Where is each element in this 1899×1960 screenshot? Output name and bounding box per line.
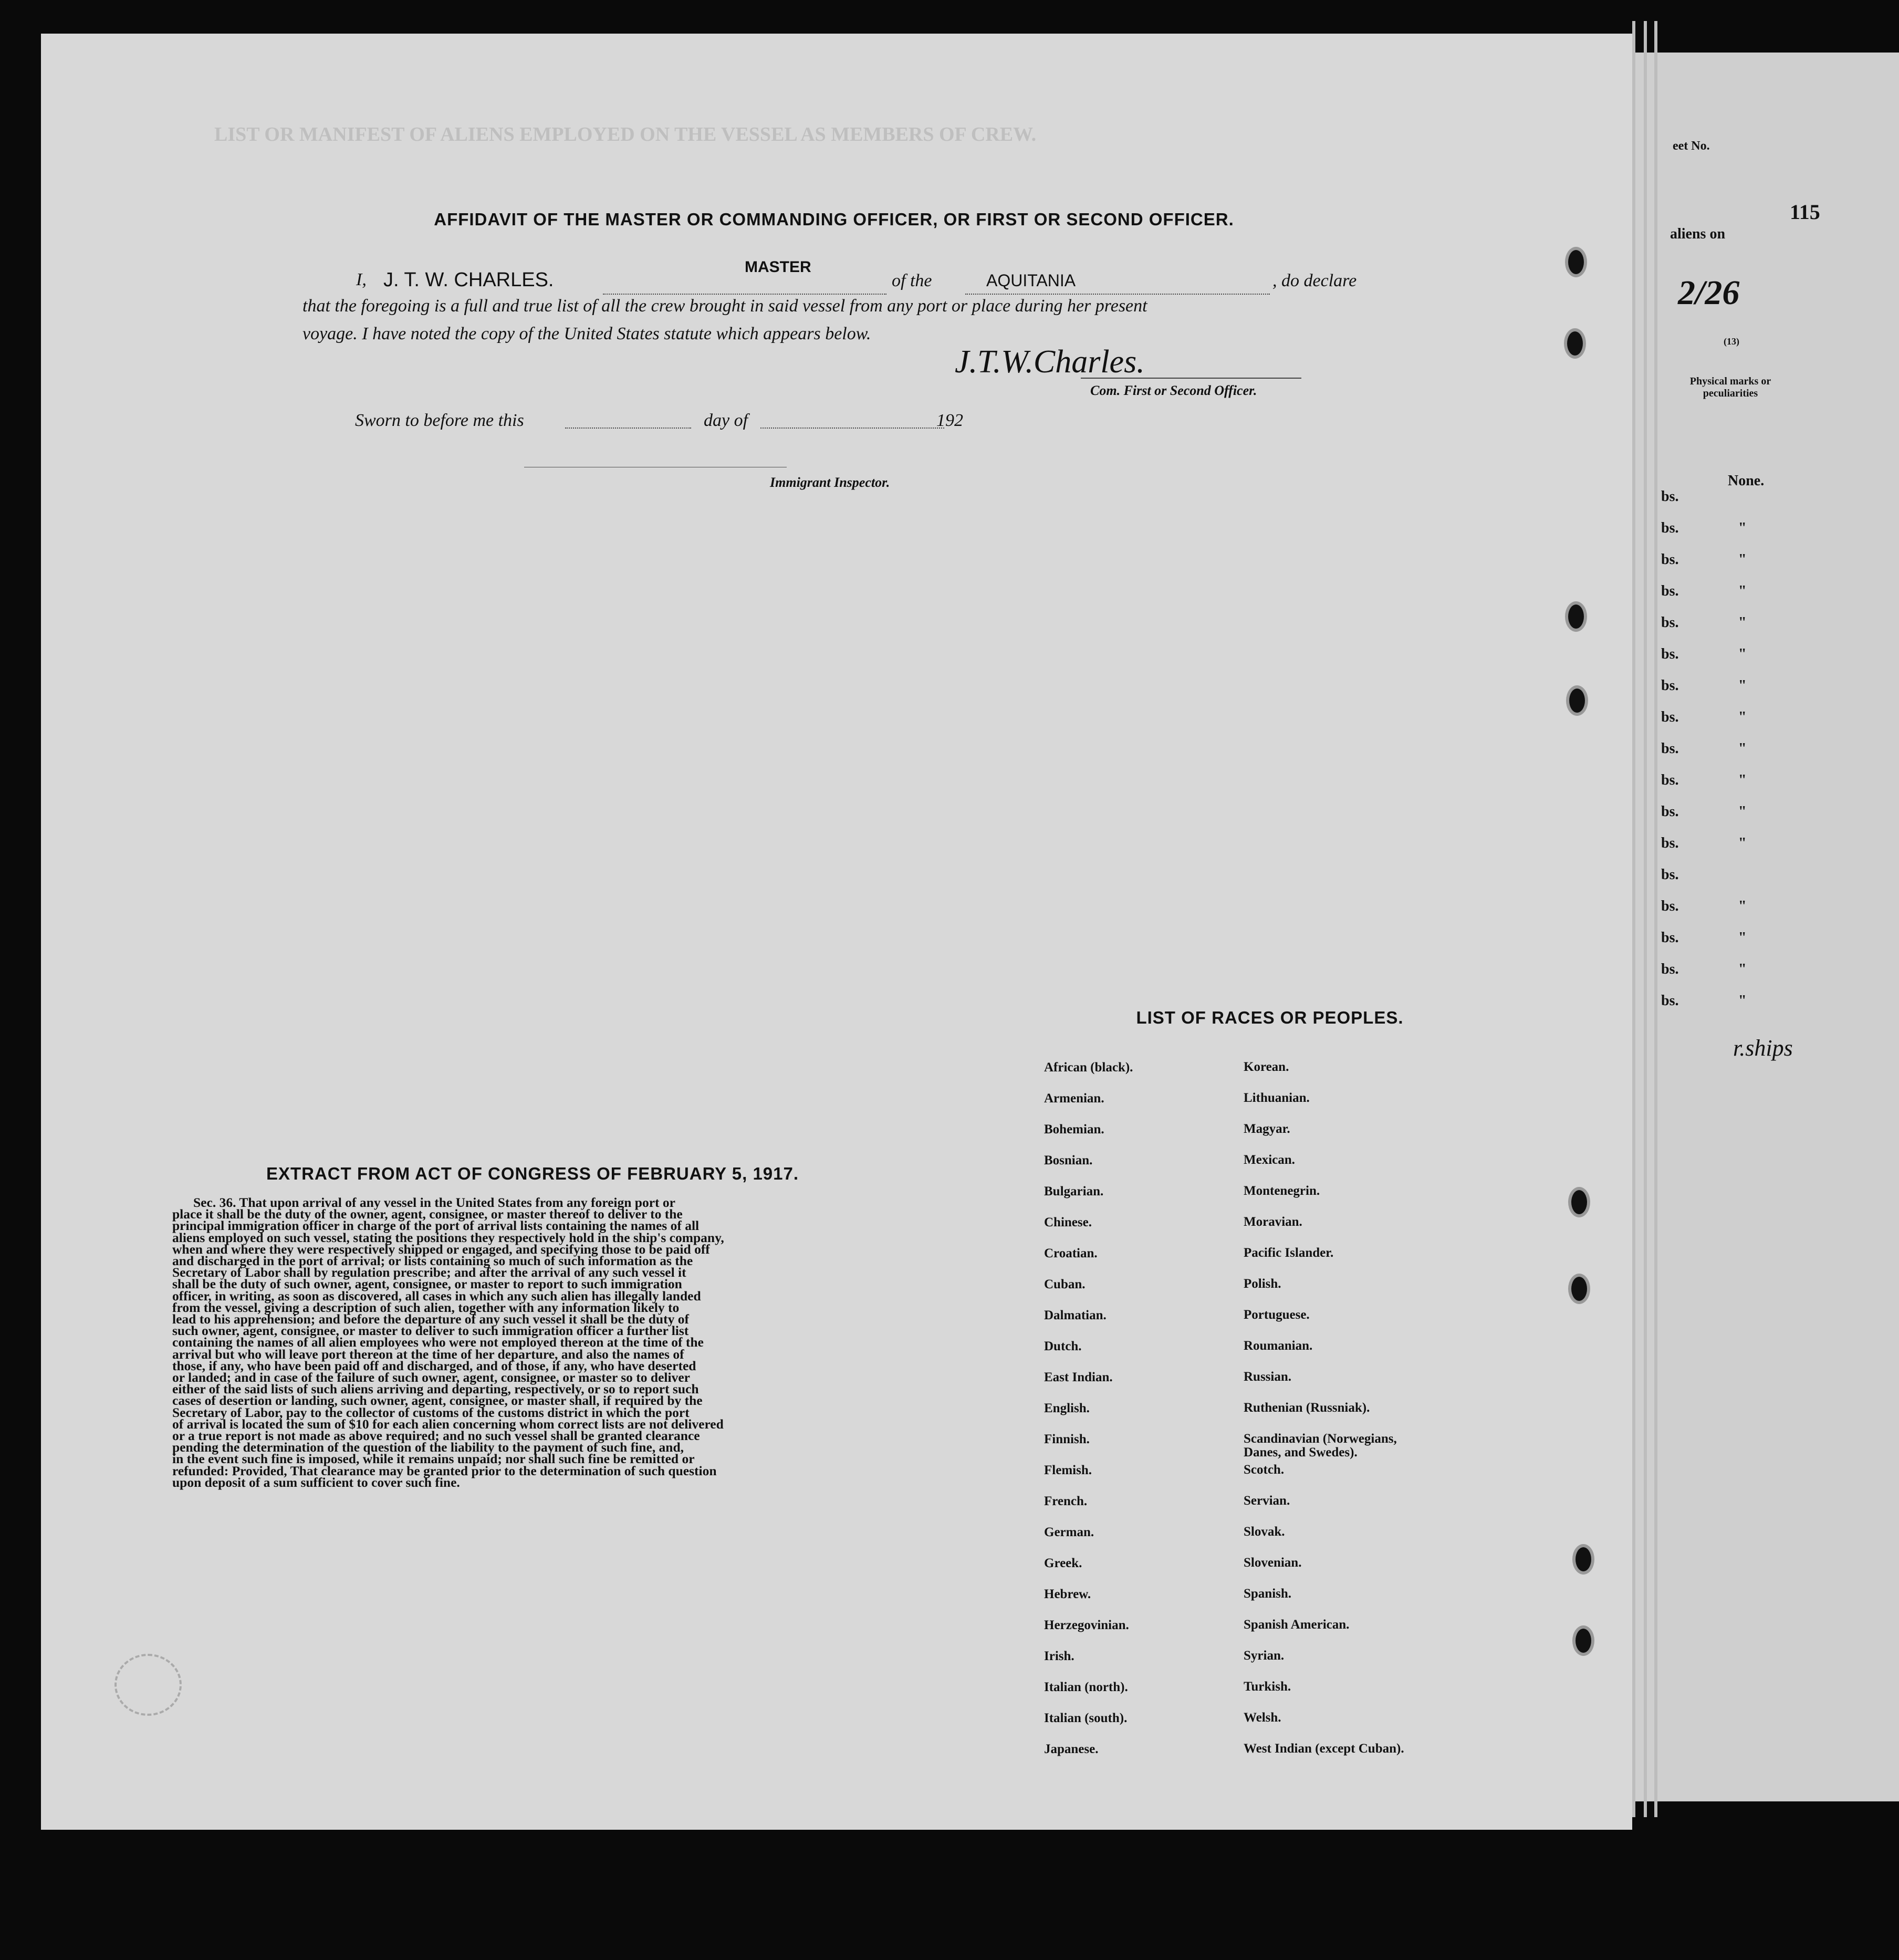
stamped-number: 115 xyxy=(1790,200,1820,224)
extract-title: EXTRACT FROM ACT OF CONGRESS OF FEBRUARY 5, 1917. xyxy=(266,1164,799,1183)
faint-stamp xyxy=(114,1654,182,1716)
race-right: Syrian. xyxy=(1244,1649,1285,1663)
year-prefix: 192 xyxy=(936,411,963,430)
weight-suffix: bs. xyxy=(1661,930,1679,946)
race-row xyxy=(1044,1680,1464,1711)
weight-suffix: bs. xyxy=(1661,772,1679,788)
affidavit-title: AFFIDAVIT OF THE MASTER OR COMMANDING OFFICER, OR FIRST OR SECOND OFFICER. xyxy=(434,210,1234,229)
physical-marks-first: None. xyxy=(1728,473,1765,489)
ditto-mark: " xyxy=(1738,583,1747,599)
race-row xyxy=(1044,1153,1464,1184)
signature-line xyxy=(1081,378,1301,379)
race-row xyxy=(1044,1184,1464,1215)
race-row xyxy=(1044,1308,1464,1339)
race-right: Portuguese. xyxy=(1244,1308,1310,1322)
race-left: Armenian. xyxy=(1044,1091,1104,1106)
faint-header: LIST OR MANIFEST OF ALIENS EMPLOYED ON THE VESSEL AS MEMBERS OF CREW. xyxy=(214,123,1037,145)
do-declare: , do declare xyxy=(1272,271,1357,290)
race-left: East Indian. xyxy=(1044,1370,1113,1384)
extract-line: or landed; and in case of the failure of such owner, agent, consignee, or master so to deliver xyxy=(172,1370,690,1385)
race-row xyxy=(1044,1432,1464,1463)
race-row xyxy=(1044,1060,1464,1091)
ditto-mark: " xyxy=(1738,804,1747,820)
weight-suffix: bs. xyxy=(1661,804,1679,820)
weight-suffix: bs. xyxy=(1661,646,1679,662)
master-signature: J.T.W.Charles. xyxy=(955,344,1145,380)
manifest-page xyxy=(41,34,1632,1830)
weight-suffix: bs. xyxy=(1661,709,1679,725)
page-edge xyxy=(1632,21,1635,1817)
extract-line: Sec. 36. That upon arrival of any vessel in the United States from any foreign port or xyxy=(193,1195,675,1210)
race-left: Finnish. xyxy=(1044,1432,1090,1446)
ditto-mark: " xyxy=(1738,930,1747,946)
extract-line: Secretary of Labor, pay to the collector of customs of the customs district in which the port xyxy=(172,1404,690,1420)
race-row xyxy=(1044,1587,1464,1618)
extract-line: from the vessel, giving a description of such alien, together with any information likely to xyxy=(172,1299,680,1315)
race-row xyxy=(1044,1742,1464,1773)
ditto-mark: " xyxy=(1738,614,1747,631)
page-edge xyxy=(1644,21,1647,1817)
race-row xyxy=(1044,1711,1464,1742)
race-right: Russian. xyxy=(1244,1370,1292,1384)
race-right: Ruthenian (Russniak). xyxy=(1244,1401,1370,1415)
race-right: Welsh. xyxy=(1244,1711,1281,1725)
ditto-mark: " xyxy=(1738,772,1747,788)
race-right: Spanish. xyxy=(1244,1587,1292,1601)
extract-line: containing the names of all alien employees who were not employed thereon at the time of the xyxy=(172,1335,704,1350)
punch-hole xyxy=(1564,328,1586,359)
race-left: Greek. xyxy=(1044,1556,1082,1570)
punch-hole xyxy=(1572,1544,1594,1575)
underlying-manifest-page xyxy=(1632,53,1899,1801)
extract-line: principal immigration officer in charge of the port of arrival lists containing the names of all xyxy=(172,1218,700,1234)
punch-hole xyxy=(1568,1274,1590,1304)
race-right: Servian. xyxy=(1244,1494,1290,1508)
affidavit-line-2: that the foregoing is a full and true list of all the crew brought in said vessel from any port or place during her present xyxy=(302,296,1147,316)
race-right: Pacific Islander. xyxy=(1244,1246,1334,1260)
ditto-mark: " xyxy=(1738,898,1747,914)
race-left: Dutch. xyxy=(1044,1339,1082,1353)
punch-hole xyxy=(1565,601,1587,632)
of-the: of the xyxy=(892,271,932,290)
race-left: English. xyxy=(1044,1401,1090,1415)
punch-hole xyxy=(1566,685,1588,716)
race-right: Korean. xyxy=(1244,1060,1289,1074)
race-left: Herzegovinian. xyxy=(1044,1618,1129,1632)
race-left: Croatian. xyxy=(1044,1246,1098,1260)
extract-line: those, if any, who have been paid off and discharged, and of those, if any, who have deserted xyxy=(172,1358,696,1373)
race-row xyxy=(1044,1401,1464,1432)
weight-suffix: bs. xyxy=(1661,520,1679,536)
race-row xyxy=(1044,1649,1464,1680)
weight-suffix: bs. xyxy=(1661,993,1679,1009)
weight-suffix: bs. xyxy=(1661,867,1679,883)
punch-hole xyxy=(1565,247,1587,277)
extract-line: and discharged in the port of arrival; or lists containing so much of such information as the xyxy=(172,1253,693,1269)
race-right: Mexican. xyxy=(1244,1153,1295,1167)
rank-line xyxy=(603,294,886,295)
inspector-label: Immigrant Inspector. xyxy=(770,475,890,490)
race-left: Dalmatian. xyxy=(1044,1308,1107,1322)
race-left: French. xyxy=(1044,1494,1088,1508)
weight-suffix: bs. xyxy=(1661,677,1679,694)
race-row xyxy=(1044,1525,1464,1556)
extract-line: in the event such fine is imposed, while it remains unpaid; nor shall such fine be remitted or xyxy=(172,1451,695,1467)
races-title: LIST OF RACES OR PEOPLES. xyxy=(1136,1008,1404,1027)
race-left: Hebrew. xyxy=(1044,1587,1091,1601)
punch-hole xyxy=(1568,1187,1590,1217)
race-row xyxy=(1044,1215,1464,1246)
race-right: Slovak. xyxy=(1244,1525,1285,1539)
race-left: Chinese. xyxy=(1044,1215,1092,1229)
master-name: J. T. W. CHARLES. xyxy=(383,269,554,291)
extract-line: lead to his apprehension; and before the departure of any such vessel it shall be the duty of xyxy=(172,1311,689,1327)
affidavit-line-3: voyage. I have noted the copy of the United States statute which appears below. xyxy=(302,324,871,343)
race-right: Turkish. xyxy=(1244,1680,1291,1694)
extract-line: arrival but who will leave port thereon at the time of her departure, and also the names of xyxy=(172,1346,684,1362)
extract-line: pending the determination of the question of the liability to the payment of such fine, and, xyxy=(172,1440,684,1455)
punch-hole xyxy=(1572,1625,1594,1656)
ditto-mark: " xyxy=(1738,646,1747,662)
extract-body xyxy=(172,1197,850,1488)
handwritten-date: 2/26 xyxy=(1678,274,1740,312)
race-left: Italian (south). xyxy=(1044,1711,1128,1725)
race-right: Spanish American. xyxy=(1244,1618,1350,1632)
extract-line: refunded: Provided, That clearance may be granted prior to the determination of such question xyxy=(172,1463,717,1478)
extract-line: of arrival is located the sum of $10 for each alien concerning whom correct lists are not delivered xyxy=(172,1416,724,1432)
extract-line: cases of desertion or landing, such owner, agent, consignee, or master shall, if required by the xyxy=(172,1393,703,1409)
race-row xyxy=(1044,1277,1464,1308)
extract-line: either of the said lists of such aliens arriving and departing, respectively, or so to report such xyxy=(172,1381,699,1397)
race-left: Italian (north). xyxy=(1044,1680,1128,1694)
race-row xyxy=(1044,1556,1464,1587)
extract-line: when and where they were respectively shipped or engaged, and specifying those to be paid off xyxy=(172,1241,710,1257)
extract-line: aliens employed on such vessel, stating the positions they respectively hold in the ship's company, xyxy=(172,1229,724,1245)
sheet-no-label: eet No. xyxy=(1673,139,1710,153)
race-left: Irish. xyxy=(1044,1649,1074,1663)
vessel-name: AQUITANIA xyxy=(986,271,1076,290)
ditto-mark: " xyxy=(1738,520,1747,536)
month-line xyxy=(760,428,944,429)
weight-suffix: bs. xyxy=(1661,741,1679,757)
sworn-label: Sworn to before me this xyxy=(355,411,524,430)
written-note: r.ships xyxy=(1733,1035,1793,1061)
race-right: Moravian. xyxy=(1244,1215,1302,1229)
race-left: Bosnian. xyxy=(1044,1153,1093,1167)
race-right: Magyar. xyxy=(1244,1122,1290,1136)
race-row xyxy=(1044,1463,1464,1494)
extract-line: shall be the duty of such owner, agent, consignee, or master to report to such immigration xyxy=(172,1276,682,1292)
ditto-mark: " xyxy=(1738,709,1747,725)
race-left: Japanese. xyxy=(1044,1742,1099,1756)
extract-line: Secretary of Labor shall by regulation prescribe; and after the arrival of any such vessel it xyxy=(172,1265,686,1280)
race-right: Polish. xyxy=(1244,1277,1281,1291)
weight-suffix: bs. xyxy=(1661,614,1679,631)
extract-line: such owner, agent, consignee, or master to deliver to such immigration officer a further list xyxy=(172,1323,689,1339)
day-of: day of xyxy=(704,411,748,430)
race-row xyxy=(1044,1246,1464,1277)
races-list xyxy=(1044,1060,1464,1773)
race-row xyxy=(1044,1494,1464,1525)
race-left: African (black). xyxy=(1044,1060,1133,1075)
weight-suffix: bs. xyxy=(1661,551,1679,568)
extract-line: officer, in writing, as soon as discovered, all cases in which any such alien has illegally landed xyxy=(172,1288,701,1304)
race-row xyxy=(1044,1091,1464,1122)
weight-suffix: bs. xyxy=(1661,835,1679,851)
race-left: Cuban. xyxy=(1044,1277,1086,1291)
ditto-mark: " xyxy=(1738,741,1747,757)
aliens-on-label: aliens on xyxy=(1670,226,1726,242)
ditto-mark: " xyxy=(1738,835,1747,851)
weight-suffix: bs. xyxy=(1661,898,1679,914)
race-row xyxy=(1044,1618,1464,1649)
race-right: Lithuanian. xyxy=(1244,1091,1310,1105)
day-line xyxy=(565,428,691,429)
prefix-i: I, xyxy=(356,270,367,289)
race-row xyxy=(1044,1339,1464,1370)
extract-line: upon deposit of a sum sufficient to cover such fine. xyxy=(172,1474,460,1490)
race-left: Bulgarian. xyxy=(1044,1184,1104,1198)
race-left: Bohemian. xyxy=(1044,1122,1104,1137)
weight-suffix: bs. xyxy=(1661,961,1679,977)
ditto-mark: " xyxy=(1738,993,1747,1009)
extract-line: or a true report is not made as above required; and no such vessel shall be granted clearance xyxy=(172,1428,700,1444)
weight-suffix: bs. xyxy=(1661,488,1679,505)
weight-suffix: bs. xyxy=(1661,583,1679,599)
rank: MASTER xyxy=(745,258,811,276)
vessel-line xyxy=(965,294,1270,295)
race-right: Scandinavian (Norwegians, Danes, and Swedes). xyxy=(1244,1432,1397,1459)
race-right: Scotch. xyxy=(1244,1463,1285,1477)
column-header: Physical marks or peculiarities xyxy=(1689,376,1771,399)
race-row xyxy=(1044,1370,1464,1401)
column-number: (13) xyxy=(1724,336,1739,347)
race-right: Montenegrin. xyxy=(1244,1184,1320,1198)
race-left: Flemish. xyxy=(1044,1463,1092,1477)
race-left: German. xyxy=(1044,1525,1094,1539)
race-right: Roumanian. xyxy=(1244,1339,1313,1353)
race-row xyxy=(1044,1122,1464,1153)
ditto-mark: " xyxy=(1738,551,1747,568)
page-edge xyxy=(1654,21,1657,1817)
signature-caption: Com. First or Second Officer. xyxy=(1090,383,1257,398)
ditto-mark: " xyxy=(1738,677,1747,694)
race-right: Slovenian. xyxy=(1244,1556,1302,1570)
race-right: West Indian (except Cuban). xyxy=(1244,1742,1404,1756)
ditto-mark: " xyxy=(1738,961,1747,977)
extract-line: place it shall be the duty of the owner, agent, consignee, or master thereof to deliver to the xyxy=(172,1206,683,1222)
